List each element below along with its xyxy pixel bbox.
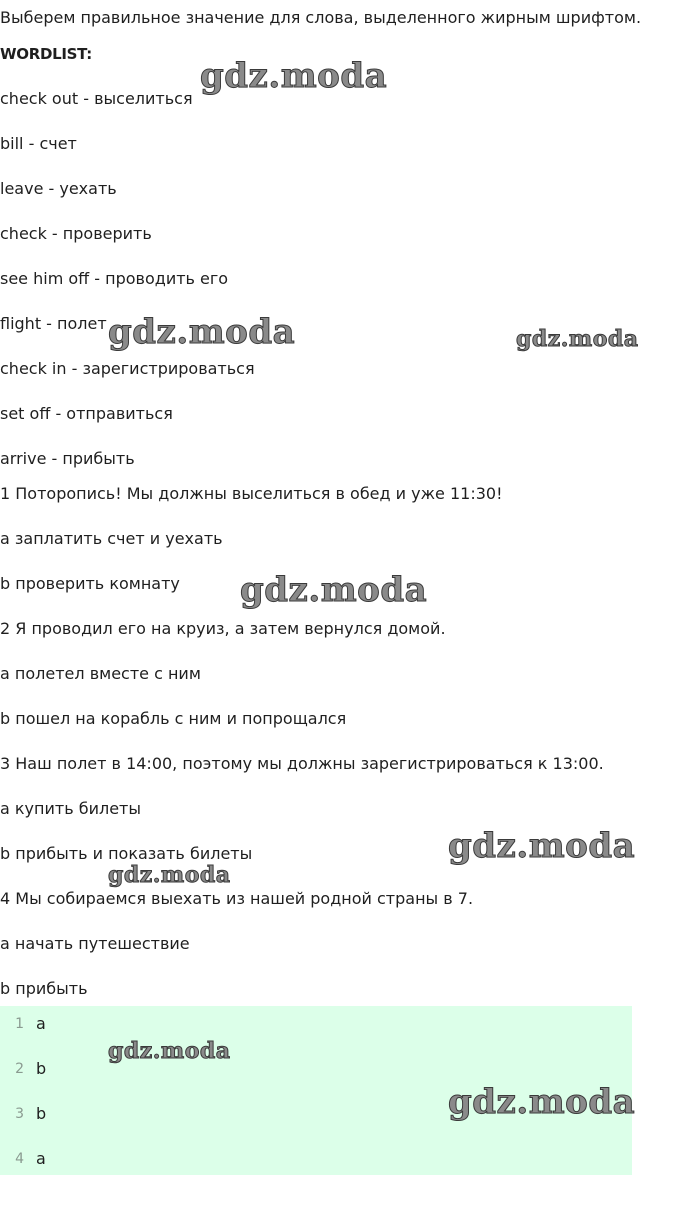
- wordlist-item: see him off - проводить его: [0, 269, 229, 288]
- answer-number: 3: [15, 1106, 24, 1122]
- answer-row: [0, 1104, 632, 1124]
- question-3-option-b: b прибыть и показать билеты: [0, 844, 253, 863]
- question-3: 3 Наш полет в 14:00, поэтому мы должны зарегистрироваться к 13:00.: [0, 754, 604, 773]
- question-1: 1 Поторопись! Мы должны выселиться в обед и уже 11:30!: [0, 484, 503, 503]
- answer-value: b: [36, 1104, 47, 1123]
- wordlist-item: arrive - прибыть: [0, 449, 135, 468]
- answer-value: a: [36, 1149, 46, 1168]
- wordlist-item: leave - уехать: [0, 179, 117, 198]
- wordlist-item: check in - зарегистрироваться: [0, 359, 255, 378]
- question-2-option-b: b пошел на корабль с ним и попрощался: [0, 709, 347, 728]
- watermark: gdz.moda: [448, 1082, 636, 1122]
- wordlist-item: check out - выселиться: [0, 89, 193, 108]
- question-1-option-b: b проверить комнату: [0, 574, 180, 593]
- answer-value: b: [36, 1059, 47, 1078]
- watermark: gdz.moda: [448, 826, 636, 866]
- wordlist-title: WORDLIST:: [0, 45, 92, 63]
- wordlist-item: set off - отправиться: [0, 404, 173, 423]
- question-2-option-a: a полетел вместе с ним: [0, 664, 201, 683]
- answer-row: [0, 1014, 632, 1034]
- watermark: gdz.moda: [200, 56, 388, 96]
- watermark: gdz.moda: [108, 862, 231, 888]
- question-4-option-b: b прибыть: [0, 979, 88, 998]
- watermark: gdz.moda: [108, 1038, 231, 1064]
- wordlist-item: check - проверить: [0, 224, 152, 243]
- question-1-option-a: a заплатить счет и уехать: [0, 529, 223, 548]
- answer-number: 4: [15, 1151, 24, 1167]
- watermark: gdz.moda: [240, 570, 428, 610]
- wordlist-item: flight - полет: [0, 314, 107, 333]
- question-3-option-a: a купить билеты: [0, 799, 142, 818]
- answer-number: 2: [15, 1061, 24, 1077]
- answer-row: [0, 1059, 632, 1079]
- question-2: 2 Я проводил его на круиз, а затем вернулся домой.: [0, 619, 446, 638]
- wordlist-item: bill - счет: [0, 134, 77, 153]
- question-4-option-a: a начать путешествие: [0, 934, 190, 953]
- answer-value: a: [36, 1014, 46, 1033]
- watermark: gdz.moda: [516, 326, 639, 352]
- answer-number: 1: [15, 1016, 24, 1032]
- answer-row: [0, 1149, 632, 1169]
- watermark: gdz.moda: [108, 312, 296, 352]
- question-4: 4 Мы собираемся выехать из нашей родной страны в 7.: [0, 889, 474, 908]
- intro-text: Выберем правильное значение для слова, выделенного жирным шрифтом.: [0, 8, 642, 27]
- answer-block: [0, 1006, 632, 1175]
